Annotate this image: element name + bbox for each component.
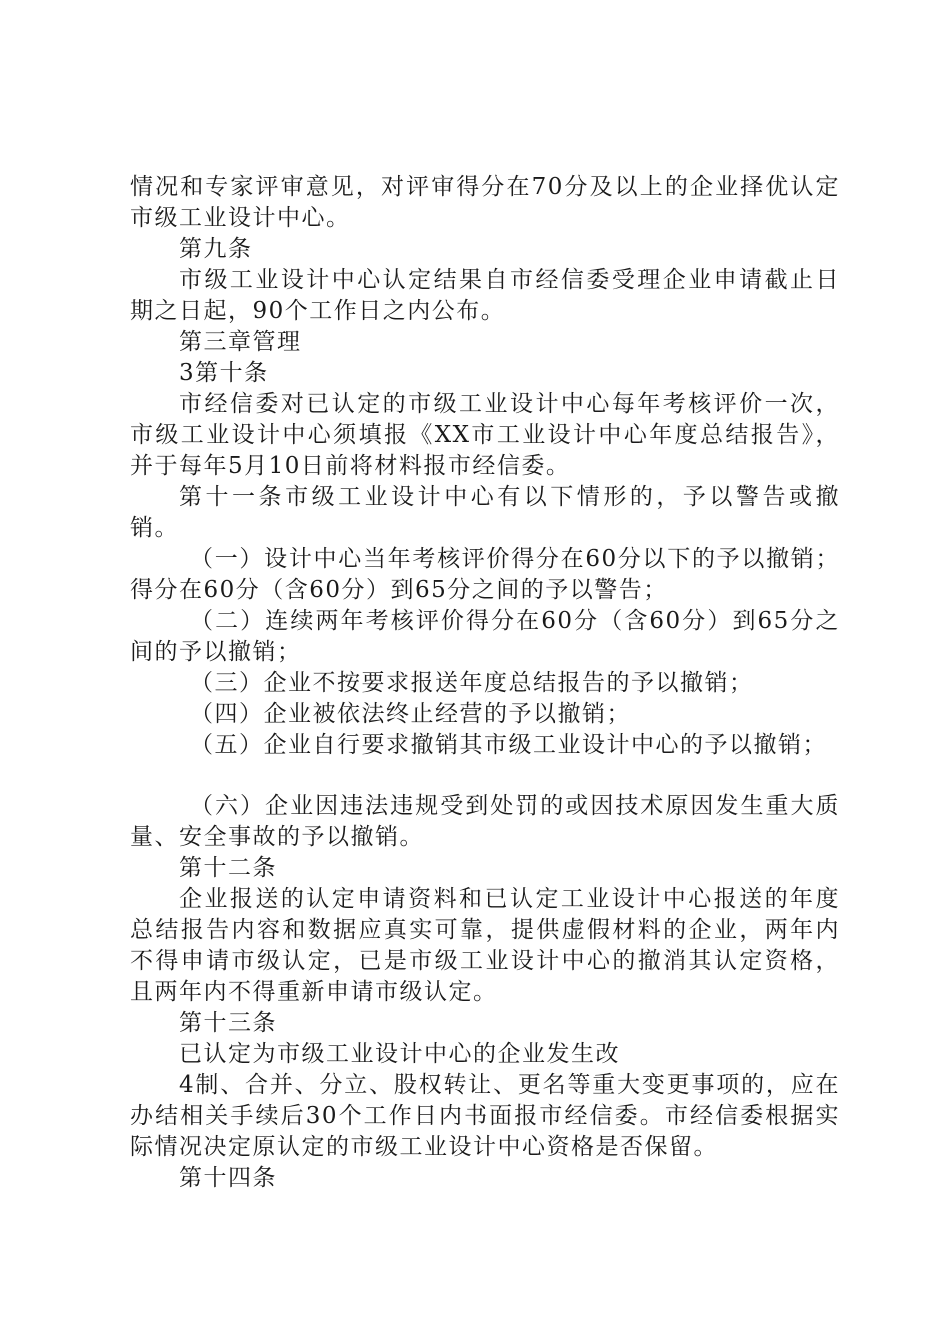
list-item-3: （三）企业不按要求报送年度总结报告的予以撤销； bbox=[190, 670, 754, 696]
list-item-4: （四）企业被依法终止经营的予以撤销； bbox=[190, 701, 631, 727]
article-12-heading: 第十二条 bbox=[179, 855, 277, 881]
list-item-6: （六）企业因违法违规受到处罚的或因技术原因发生重大质量、安全事故的予以撤销。 bbox=[130, 793, 840, 850]
document-body bbox=[130, 172, 840, 1194]
paragraph-article-10: 市经信委对已认定的市级工业设计中心每年考核评价一次，市级工业设计中心须填报《XX市工业设计中心年度总结报告》，并于每年5月10日前将材料报市经信委。 bbox=[130, 391, 840, 479]
paragraph-evaluation-result: 情况和专家评审意见，对评审得分在70分及以上的企业择优认定市级工业设计中心。 bbox=[130, 174, 840, 231]
paragraph-gap bbox=[130, 761, 840, 791]
paragraph-article-13-part2: 4制、合并、分立、股权转让、更名等重大变更事项的，应在办结相关手续后30个工作日内书面报市经信委。市经信委根据实际情况决定原认定的市级工业设计中心资格是否保留。 bbox=[130, 1072, 840, 1160]
article-10-heading: 3第十条 bbox=[179, 360, 269, 386]
list-item-1: （一）设计中心当年考核评价得分在60分以下的予以撤销；得分在60分（含60分）到65分之间的予以警告； bbox=[130, 546, 840, 603]
paragraph-article-12: 企业报送的认定申请资料和已认定工业设计中心报送的年度总结报告内容和数据应真实可靠，提供虚假材料的企业，两年内不得申请市级认定，已是市级工业设计中心的撤消其认定资格，且两年内不得重新申请市级认定。 bbox=[130, 886, 840, 1005]
article-13-heading: 第十三条 bbox=[179, 1010, 277, 1036]
paragraph-article-13-part1: 已认定为市级工业设计中心的企业发生改 bbox=[179, 1041, 620, 1067]
list-item-5: （五）企业自行要求撤销其市级工业设计中心的予以撤销； bbox=[190, 732, 827, 758]
paragraph-article-11: 第十一条市级工业设计中心有以下情形的，予以警告或撤销。 bbox=[130, 484, 840, 541]
chapter-3-heading: 第三章管理 bbox=[179, 329, 302, 355]
article-9-heading: 第九条 bbox=[179, 236, 253, 262]
paragraph-article-9: 市级工业设计中心认定结果自市经信委受理企业申请截止日期之日起，90个工作日之内公布。 bbox=[130, 267, 840, 324]
list-item-2: （二）连续两年考核评价得分在60分（含60分）到65分之间的予以撤销； bbox=[130, 608, 840, 665]
article-14-heading: 第十四条 bbox=[179, 1165, 277, 1191]
